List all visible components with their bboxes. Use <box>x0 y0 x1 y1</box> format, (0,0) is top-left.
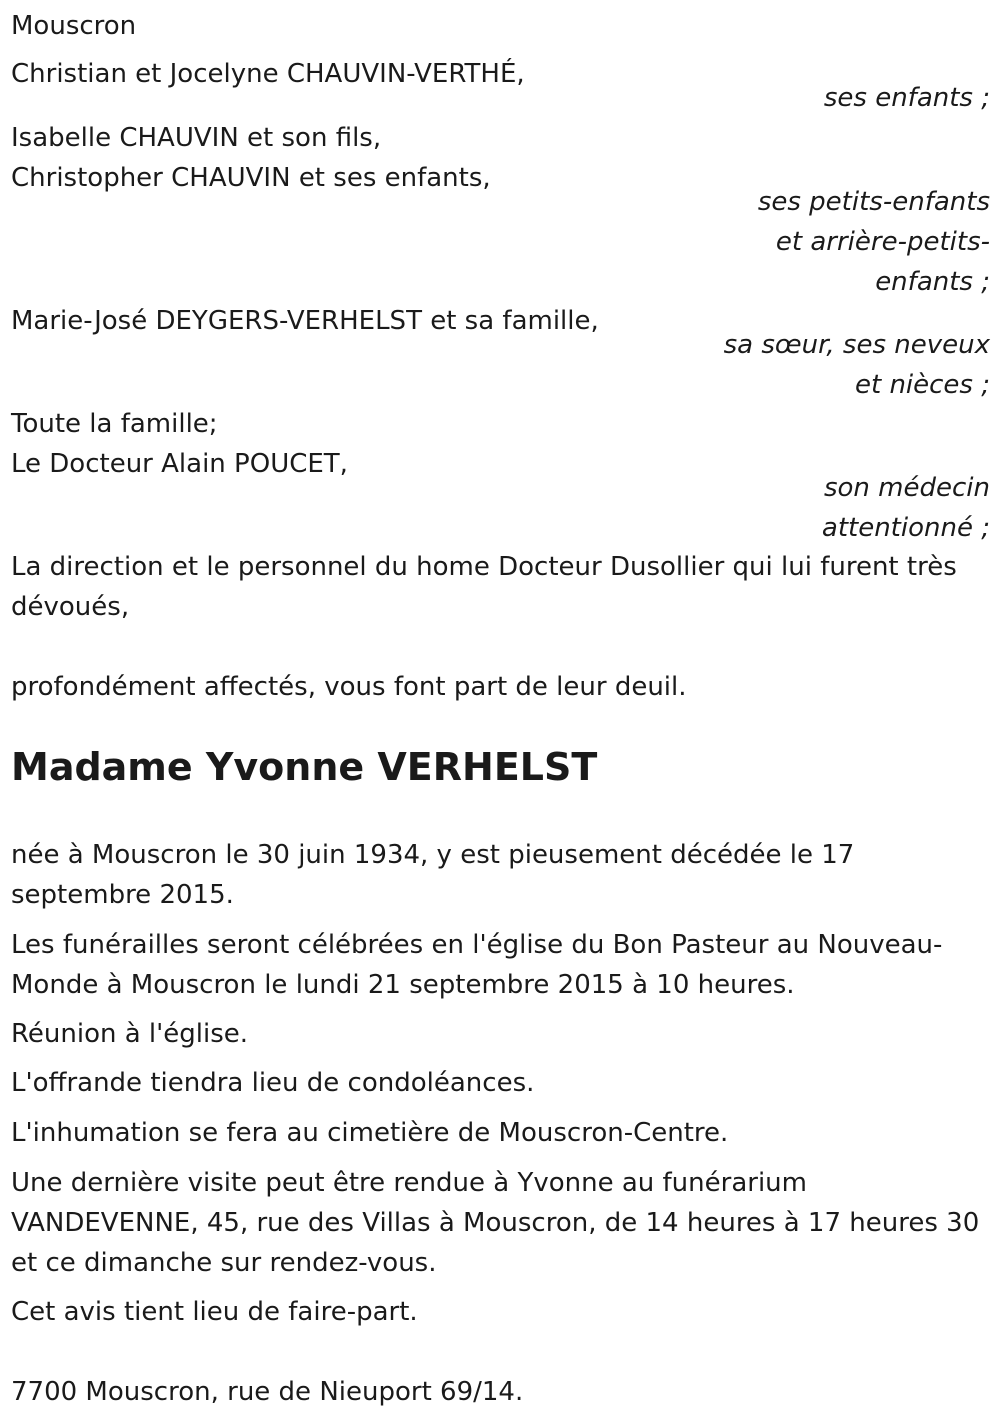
doctor-role-2: attentionné ; <box>821 513 990 543</box>
sister-role-2: et nièces ; <box>854 370 990 400</box>
children-role: ses enfants ; <box>823 83 990 113</box>
notice-line: Cet avis tient lieu de faire-part. <box>11 1297 418 1327</box>
funeral-paragraph: Les funérailles seront célébrées en l'église du Bon Pasteur au Nouveau-Monde à Mouscron le lundi 21 septembre 2015 à 10 heures. <box>11 930 943 1000</box>
offering-line: L'offrande tiendra lieu de condoléances. <box>11 1068 535 1098</box>
city-heading: Mouscron <box>11 11 137 41</box>
children-line: Christian et Jocelyne CHAUVIN-VERTHÉ, <box>11 59 525 89</box>
burial-line: L'inhumation se fera au cimetière de Mouscron-Centre. <box>11 1118 729 1148</box>
grandchildren-role-2: et arrière-petits- <box>775 227 990 257</box>
sister-line: Marie-José DEYGERS-VERHELST et sa famille, <box>11 306 599 336</box>
address-line: 7700 Mouscron, rue de Nieuport 69/14. <box>11 1377 524 1407</box>
visit-paragraph: Une dernière visite peut être rendue à Yvonne au funérarium VANDEVENNE, 45, rue des Villas à Mouscron, de 14 heures à 17 heures 30 et ce dimanche sur rendez-vous. <box>11 1168 980 1278</box>
doctor-role-1: son médecin <box>823 473 990 503</box>
home-staff-paragraph: La direction et le personnel du home Docteur Dusollier qui lui furent très dévoués, <box>11 552 957 622</box>
deceased-name-title: Madame Yvonne VERHELST <box>11 745 598 789</box>
doctor-line: Le Docteur Alain POUCET, <box>11 449 348 479</box>
grandchildren-role-3: enfants ; <box>875 267 990 297</box>
whole-family-line: Toute la famille; <box>11 409 218 439</box>
announcement-line: profondément affectés, vous font part de leur deuil. <box>11 672 687 702</box>
sister-role-1: sa sœur, ses neveux <box>723 330 990 360</box>
grandchild-line-2: Christopher CHAUVIN et ses enfants, <box>11 163 491 193</box>
grandchildren-role-1: ses petits-enfants <box>757 187 990 217</box>
birth-death-paragraph: née à Mouscron le 30 juin 1934, y est pieusement décédée le 17 septembre 2015. <box>11 840 855 910</box>
grandchild-line-1: Isabelle CHAUVIN et son fils, <box>11 123 382 153</box>
meeting-line: Réunion à l'église. <box>11 1019 249 1049</box>
